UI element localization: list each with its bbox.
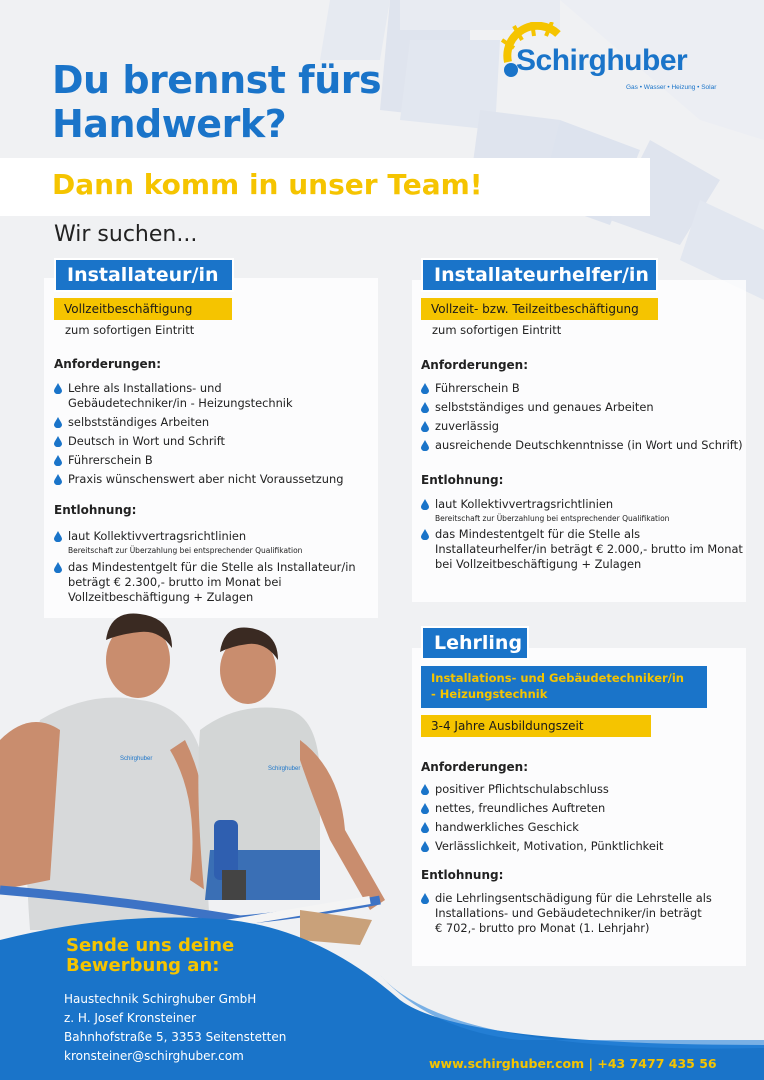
job-title-lehrling: Lehrling [421,626,529,660]
list-item [54,529,374,557]
req-text: handwerkliches Geschick [435,820,579,834]
drop-icon [421,383,429,398]
list-item [421,820,741,835]
badge-installateur: Vollzeitbeschäftigung [54,298,232,320]
pay-text: beträgt € 2.300,- brutto im Monat bei [68,575,282,589]
list-item [54,415,374,430]
req-text: Deutsch in Wort und Schrift [68,434,225,448]
footer-contact[interactable]: www.schirghuber.com | +43 7477 435 56 [429,1056,717,1071]
drop-icon [421,499,429,514]
pay-note: Bereitschaft zur Überzahlung bei entsprechender Qualifikation [68,546,303,555]
list-item [421,419,751,434]
pay-text: Installateurhelfer/in beträgt € 2.000,- brutto im Monat [435,542,743,556]
start-helfer: zum sofortigen Eintritt [432,323,562,337]
pay-list-helfer [421,497,751,572]
drop-icon [54,455,62,470]
pay-list-installateur [54,529,374,605]
drop-icon [54,383,62,398]
logo-tagline: Gas • Wasser • Heizung • Solar [626,84,717,91]
drop-icon [421,402,429,417]
company-name: Haustechnik Schirghuber GmbH [64,992,257,1006]
req-text: nettes, freundliches Auftreten [435,801,606,815]
drop-icon [54,562,62,577]
drop-icon [54,436,62,451]
list-item [421,527,751,572]
pay-note: Bereitschaft zur Überzahlung bei entsprechender Qualifikation [435,514,670,523]
contact-person: z. H. Josef Kronsteiner [64,1011,197,1025]
req-text: selbstständiges Arbeiten [68,415,210,429]
pay-text: bei Vollzeitbeschäftigung + Zulagen [435,557,642,571]
drop-icon [421,529,429,544]
req-text: selbstständiges und genaues Arbeiten [435,400,654,414]
apply-address [64,990,286,1066]
pay-text: das Mindestentgelt für die Stelle als Installateur/in [68,560,356,574]
drop-icon [421,440,429,455]
req-heading-lehrling: Anforderungen: [421,760,529,774]
list-item [421,381,751,396]
list-item [54,472,374,487]
req-heading-installateur: Anforderungen: [54,357,162,371]
drop-icon [54,474,62,489]
req-text: Praxis wünschenswert aber nicht Voraussetzung [68,472,344,486]
req-heading-helfer: Anforderungen: [421,358,529,372]
shirt-logo-right: Schirghuber [268,766,301,772]
list-item [421,782,741,797]
pay-heading-lehrling: Entlohnung: [421,868,504,882]
req-list-lehrling [421,782,741,854]
drop-icon [421,841,429,856]
req-text: Führerschein B [68,453,153,467]
req-text: positiver Pflichtschulabschluss [435,782,609,796]
logo-name: Schirghuber [516,44,688,77]
pay-text: Vollzeitbeschäftigung + Zulagen [68,590,254,604]
req-text: Lehre als Installations- und [68,381,222,395]
job-title-installateur: Installateur/in [54,258,234,292]
shirt-logo-left: Schirghuber [120,756,153,762]
list-item [54,434,374,449]
list-item [54,453,374,468]
list-item [54,560,374,605]
list-item [421,839,741,854]
job-title-helfer: Installateurhelfer/in [421,258,658,292]
drop-icon [54,531,62,546]
list-item [421,438,751,453]
req-list-installateur [54,381,374,487]
headline [52,58,472,146]
duration-lehrling: 3-4 Jahre Ausbildungszeit [421,715,651,737]
req-text: ausreichende Deutschkenntnisse (in Wort und Schrift) [435,438,743,452]
pay-text: laut Kollektivvertragsrichtlinien [68,529,247,543]
pay-text: das Mindestentgelt für die Stelle als [435,527,641,541]
drop-icon [421,784,429,799]
req-text: zuverlässig [435,419,500,433]
req-text: Gebäudetechniker/in - Heizungstechnik [68,396,293,410]
street-address: Bahnhofstraße 5, 3353 Seitenstetten [64,1030,287,1044]
start-installateur: zum sofortigen Eintritt [65,323,195,337]
pay-text: Installations- und Gebäudetechniker/in beträgt [435,906,702,920]
pay-text: die Lehrlingsentschädigung für die Lehrstelle als [435,891,712,905]
drop-icon [421,822,429,837]
req-text: Führerschein B [435,381,520,395]
headline-line1: Du brennst fürs [52,58,382,102]
list-item [421,497,751,525]
req-text: Verlässlichkeit, Motivation, Pünktlichkeit [435,839,664,853]
list-item [421,801,741,816]
badge-helfer: Vollzeit- bzw. Teilzeitbeschäftigung [421,298,658,320]
apply-heading-line2: Bewerbung an: [66,955,220,976]
pay-text: € 702,- brutto pro Monat (1. Lehrjahr) [435,921,650,935]
drop-icon [421,803,429,818]
field-lehrling [421,666,707,708]
email-link[interactable]: kronsteiner@schirghuber.com [64,1049,244,1063]
pay-heading-installateur: Entlohnung: [54,503,137,517]
list-item [54,381,374,411]
drop-icon [54,417,62,432]
field-line2: - Heizungstechnik [431,687,548,701]
list-item [421,400,751,415]
req-list-helfer [421,381,751,453]
pay-heading-helfer: Entlohnung: [421,473,504,487]
apply-heading-line1: Sende uns deine [66,935,235,956]
field-line1: Installations- und Gebäudetechniker/in [431,671,684,685]
apply-heading [66,936,266,976]
intro-text: Wir suchen... [54,222,198,247]
subheadline: Dann komm in unser Team! [52,168,483,201]
drop-icon [421,421,429,436]
pay-text: laut Kollektivvertragsrichtlinien [435,497,614,511]
headline-line2: Handwerk? [52,102,287,146]
